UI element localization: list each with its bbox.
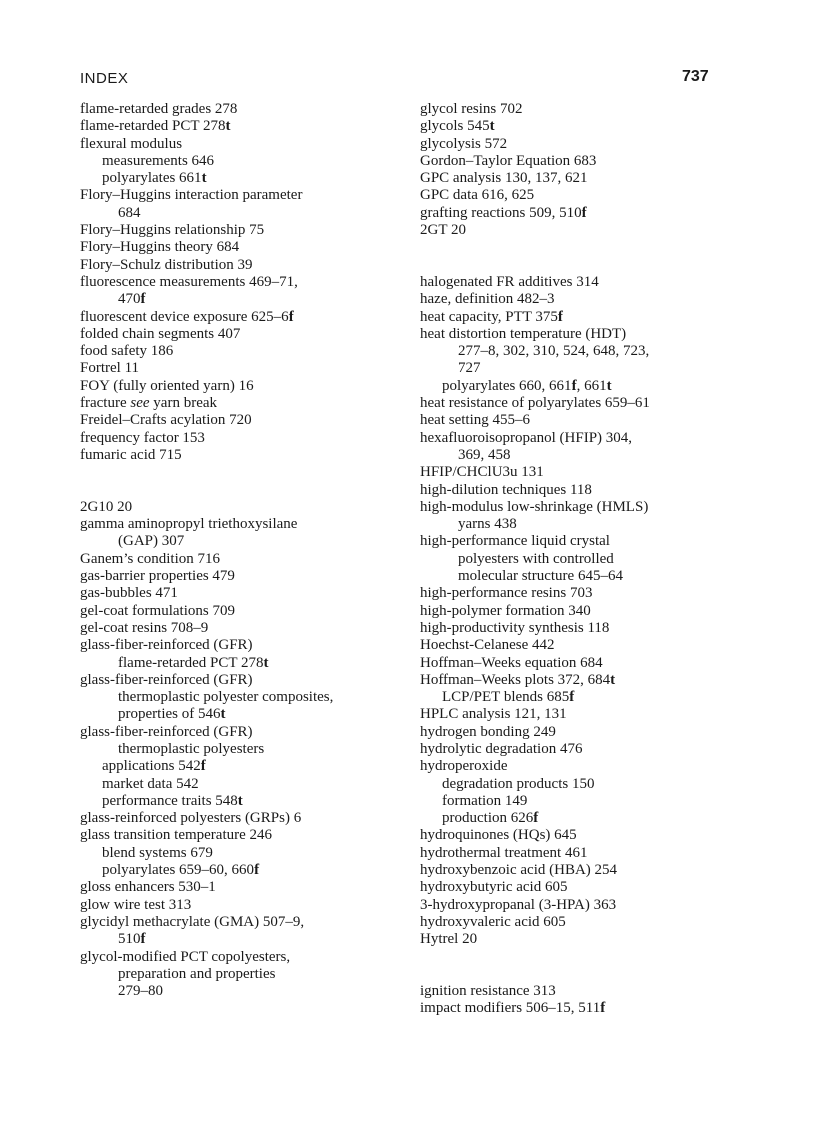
entry-page-suffix: f xyxy=(140,931,146,948)
index-entry xyxy=(420,464,740,481)
entry-page-suffix: t xyxy=(237,792,243,809)
index-entry xyxy=(420,136,740,153)
entry-text: gas-barrier properties 479 xyxy=(80,568,235,585)
index-entry xyxy=(420,983,740,1000)
index-subentry xyxy=(80,741,400,758)
entry-text: Flory–Huggins interaction parameter xyxy=(80,187,303,204)
index-entry xyxy=(420,706,740,723)
entry-text: 2GT 20 xyxy=(420,222,466,239)
entry-text: gel-coat formulations 709 xyxy=(80,602,235,619)
entry-text: high-polymer formation 340 xyxy=(420,602,591,619)
entry-text: heat capacity, PTT 375 xyxy=(420,308,558,325)
index-entry xyxy=(420,309,740,326)
index-subentry xyxy=(420,776,740,793)
entry-text: flame-retarded grades 278 xyxy=(80,101,238,117)
entry-text: HPLC analysis 121, 131 xyxy=(420,706,567,723)
entry-page-suffix: f xyxy=(557,308,563,325)
index-entry xyxy=(80,118,400,135)
entry-text: 2G10 20 xyxy=(80,498,133,515)
index-subentry xyxy=(420,360,740,377)
entry-text: glass-fiber-reinforced (GFR) xyxy=(80,637,253,654)
index-subentry xyxy=(420,447,740,464)
index-subentry xyxy=(420,689,740,706)
index-entry xyxy=(420,482,740,499)
index-entry xyxy=(420,274,740,291)
index-entry xyxy=(80,378,400,395)
entry-page-suffix: f xyxy=(571,377,577,394)
index-entry xyxy=(420,741,740,758)
entry-text: hydrolytic degradation 476 xyxy=(420,740,583,757)
index-subentry xyxy=(80,533,400,550)
index-entry xyxy=(80,187,400,204)
index-entry xyxy=(80,222,400,239)
index-entry xyxy=(420,153,740,170)
entry-text: properties of 546 xyxy=(118,706,221,723)
index-entry xyxy=(420,326,740,343)
entry-text: glycidyl methacrylate (GMA) 507–9, xyxy=(80,913,305,930)
entry-text: glycol-modified PCT copolyesters, xyxy=(80,948,291,965)
entry-text: heat resistance of polyarylates 659–61 xyxy=(420,395,650,412)
entry-text: glass-fiber-reinforced (GFR) xyxy=(80,671,253,688)
entry-text: GPC data 616, 625 xyxy=(420,187,535,204)
index-entry xyxy=(80,568,400,585)
entry-page-suffix: f xyxy=(140,291,146,308)
entry-text: Freidel–Crafts acylation 720 xyxy=(80,412,252,429)
index-entry xyxy=(420,1000,740,1017)
entry-text: flexural modulus xyxy=(80,135,183,152)
entry-text: HFIP/CHClU3u 131 xyxy=(420,464,544,481)
entry-text: 510 xyxy=(118,931,141,948)
entry-text: high-performance resins 703 xyxy=(420,585,593,602)
entry-page-suffix: f xyxy=(288,308,294,325)
page-number: 737 xyxy=(682,68,709,85)
index-entry xyxy=(420,585,740,602)
index-column-right xyxy=(420,101,740,1018)
entry-text: polyarylates 660, 661 xyxy=(442,377,572,394)
entry-page-suffix: t xyxy=(220,706,226,723)
entry-text: LCP/PET blends 685 xyxy=(442,689,570,706)
index-entry xyxy=(80,309,400,326)
entry-text: measurements 646 xyxy=(102,152,215,169)
index-entry xyxy=(420,603,740,620)
entry-text: hydrogen bonding 249 xyxy=(420,723,556,740)
entry-text: 279–80 xyxy=(118,983,163,1000)
entry-text: Hoffman–Weeks equation 684 xyxy=(420,654,603,671)
entry-text: 684 xyxy=(118,204,141,221)
entry-text: high-modulus low-shrinkage (HMLS) xyxy=(420,498,649,515)
index-entry xyxy=(80,516,400,533)
index-entry xyxy=(420,827,740,844)
index-entry xyxy=(420,499,740,516)
entry-text: heat distortion temperature (HDT) xyxy=(420,325,627,342)
entry-text: Flory–Huggins relationship 75 xyxy=(80,222,265,239)
index-entry xyxy=(80,326,400,343)
entry-text: yarns 438 xyxy=(458,516,517,533)
index-subentry xyxy=(80,689,400,706)
entry-text: glycols 545 xyxy=(420,118,490,135)
entry-text: Hoffman–Weeks plots 372, 684 xyxy=(420,671,611,688)
index-entry xyxy=(420,187,740,204)
index-subentry xyxy=(80,153,400,170)
entry-text-continued: yarn break xyxy=(149,395,218,412)
entry-page-suffix: f xyxy=(533,810,539,827)
entry-text: thermoplastic polyester composites, xyxy=(118,689,334,706)
entry-text: flame-retarded PCT 278 xyxy=(118,654,264,671)
index-subentry xyxy=(80,931,400,948)
index-entry xyxy=(420,430,740,447)
entry-page-suffix: t xyxy=(610,671,616,688)
entry-text: market data 542 xyxy=(102,775,199,792)
entry-text: gas-bubbles 471 xyxy=(80,585,178,602)
index-subentry xyxy=(80,655,400,672)
entry-text: hydrothermal treatment 461 xyxy=(420,844,588,861)
entry-page-suffix: f xyxy=(254,862,260,879)
section-gap xyxy=(420,257,740,274)
entry-text: preparation and properties xyxy=(118,965,276,982)
entry-text: molecular structure 645–64 xyxy=(458,568,623,585)
index-subentry xyxy=(420,551,740,568)
index-entry xyxy=(80,395,400,412)
section-gap xyxy=(80,464,400,481)
index-entry xyxy=(80,620,400,637)
entry-text: grafting reactions 509, 510 xyxy=(420,204,582,221)
index-entry xyxy=(420,655,740,672)
entry-text: 470 xyxy=(118,291,141,308)
index-subentry xyxy=(420,516,740,533)
entry-text: hydroxybutyric acid 605 xyxy=(420,879,568,896)
entry-text: heat setting 455–6 xyxy=(420,412,530,429)
index-subentry xyxy=(420,568,740,585)
entry-page-suffix: t xyxy=(263,654,269,671)
index-subentry xyxy=(80,170,400,187)
entry-text: blend systems 679 xyxy=(102,844,213,861)
index-entry xyxy=(80,257,400,274)
entry-text: fumaric acid 715 xyxy=(80,446,182,463)
index-entry xyxy=(420,222,740,239)
entry-text: 727 xyxy=(458,360,481,377)
entry-text: food safety 186 xyxy=(80,343,174,360)
index-entry xyxy=(420,672,740,689)
index-subentry xyxy=(80,983,400,1000)
index-entry xyxy=(80,827,400,844)
entry-text: high-dilution techniques 118 xyxy=(420,481,592,498)
entry-text: FOY (fully oriented yarn) 16 xyxy=(80,377,254,394)
entry-text: glass transition temperature 246 xyxy=(80,827,273,844)
index-entry xyxy=(80,499,400,516)
index-entry xyxy=(420,291,740,308)
entry-text: polyesters with controlled xyxy=(458,550,614,567)
index-entry xyxy=(80,274,400,291)
index-entry xyxy=(80,949,400,966)
entry-page-suffix: f xyxy=(200,758,206,775)
entry-text: GPC analysis 130, 137, 621 xyxy=(420,170,588,187)
entry-text: glycol resins 702 xyxy=(420,101,523,117)
index-entry xyxy=(420,118,740,135)
entry-text: (GAP) 307 xyxy=(118,533,185,550)
index-entry xyxy=(420,637,740,654)
index-entry xyxy=(420,412,740,429)
index-entry xyxy=(420,724,740,741)
index-entry xyxy=(80,343,400,360)
index-subentry xyxy=(80,291,400,308)
index-entry xyxy=(80,136,400,153)
entry-text: degradation products 150 xyxy=(442,775,595,792)
index-entry xyxy=(80,914,400,931)
index-subentry xyxy=(80,776,400,793)
index-entry xyxy=(420,845,740,862)
entry-text: gel-coat resins 708–9 xyxy=(80,619,209,636)
entry-text: haze, definition 482–3 xyxy=(420,291,555,308)
entry-text: applications 542 xyxy=(102,758,201,775)
index-entry xyxy=(420,862,740,879)
index-entry xyxy=(420,931,740,948)
entry-text: hydroxyvaleric acid 605 xyxy=(420,913,566,930)
entry-text: 369, 458 xyxy=(458,446,511,463)
entry-text: hydroperoxide xyxy=(420,758,508,775)
entry-text: hexafluoroisopropanol (HFIP) 304, xyxy=(420,429,633,446)
entry-text: glow wire test 313 xyxy=(80,896,192,913)
index-subentry xyxy=(420,810,740,827)
section-gap xyxy=(420,949,740,966)
index-entry xyxy=(80,810,400,827)
entry-text: fracture xyxy=(80,395,131,412)
entry-text: folded chain segments 407 xyxy=(80,325,241,342)
section-gap xyxy=(420,239,740,256)
entry-page-suffix: t xyxy=(606,377,612,394)
entry-text: flame-retarded PCT 278 xyxy=(80,118,226,135)
entry-text: Flory–Huggins theory 684 xyxy=(80,239,240,256)
entry-page-suffix: t xyxy=(489,118,495,135)
entry-text: 277–8, 302, 310, 524, 648, 723, xyxy=(458,343,650,360)
index-subentry xyxy=(80,862,400,879)
entry-text-continued: , 661 xyxy=(576,377,607,394)
index-entry xyxy=(80,585,400,602)
entry-text: glycolysis 572 xyxy=(420,135,508,152)
entry-text: 3-hydroxypropanal (3-HPA) 363 xyxy=(420,896,617,913)
entry-page-suffix: f xyxy=(581,204,587,221)
entry-text: gloss enhancers 530–1 xyxy=(80,879,216,896)
entry-text: fluorescent device exposure 625–6 xyxy=(80,308,289,325)
index-entry xyxy=(420,879,740,896)
entry-page-suffix: f xyxy=(600,1000,606,1017)
entry-text: Hoechst-Celanese 442 xyxy=(420,637,555,654)
section-gap xyxy=(420,966,740,983)
index-entry xyxy=(80,447,400,464)
index-subentry xyxy=(80,845,400,862)
entry-cross-reference: see xyxy=(130,395,150,412)
entry-page-suffix: t xyxy=(201,170,207,187)
index-entry xyxy=(420,395,740,412)
entry-text: Fortrel 11 xyxy=(80,360,140,377)
index-entry xyxy=(80,101,400,118)
entry-text: ignition resistance 313 xyxy=(420,983,556,1000)
index-subentry xyxy=(80,966,400,983)
index-subentry xyxy=(420,793,740,810)
entry-text: high-performance liquid crystal xyxy=(420,533,610,550)
entry-text: performance traits 548 xyxy=(102,792,238,809)
index-entry xyxy=(80,412,400,429)
index-subentry xyxy=(420,378,740,395)
entry-text: frequency factor 153 xyxy=(80,429,205,446)
entry-text: Hytrel 20 xyxy=(420,931,478,948)
running-header: INDEX xyxy=(80,70,129,87)
index-subentry xyxy=(420,343,740,360)
index-subentry xyxy=(80,205,400,222)
index-entry xyxy=(80,603,400,620)
index-subentry xyxy=(80,706,400,723)
index-entry xyxy=(420,205,740,222)
entry-text: glass-fiber-reinforced (GFR) xyxy=(80,723,253,740)
index-entry xyxy=(420,758,740,775)
index-entry xyxy=(80,551,400,568)
index-entry xyxy=(420,170,740,187)
index-subentry xyxy=(80,793,400,810)
index-entry xyxy=(420,101,740,118)
entry-page-suffix: t xyxy=(225,118,231,135)
entry-text: Ganem’s condition 716 xyxy=(80,550,220,567)
index-entry xyxy=(420,620,740,637)
entry-text: high-productivity synthesis 118 xyxy=(420,619,610,636)
entry-text: formation 149 xyxy=(442,792,528,809)
index-entry xyxy=(80,672,400,689)
entry-text: impact modifiers 506–15, 511 xyxy=(420,1000,601,1017)
entry-page-suffix: f xyxy=(569,689,575,706)
index-column-left xyxy=(80,101,400,1000)
entry-text: polyarylates 659–60, 660 xyxy=(102,862,255,879)
index-entry xyxy=(80,239,400,256)
entry-text: gamma aminopropyl triethoxysilane xyxy=(80,516,298,533)
index-entry xyxy=(80,430,400,447)
index-entry xyxy=(420,533,740,550)
entry-text: glass-reinforced polyesters (GRPs) 6 xyxy=(80,810,302,827)
entry-text: hydroxybenzoic acid (HBA) 254 xyxy=(420,862,618,879)
entry-text: production 626 xyxy=(442,810,534,827)
section-gap xyxy=(80,482,400,499)
index-entry xyxy=(420,897,740,914)
index-entry xyxy=(80,724,400,741)
index-subentry xyxy=(80,758,400,775)
entry-text: thermoplastic polyesters xyxy=(118,740,265,757)
entry-text: halogenated FR additives 314 xyxy=(420,273,599,290)
entry-text: polyarylates 661 xyxy=(102,170,202,187)
entry-text: fluorescence measurements 469–71, xyxy=(80,273,298,290)
index-entry xyxy=(80,360,400,377)
entry-text: Gordon–Taylor Equation 683 xyxy=(420,152,597,169)
entry-text: hydroquinones (HQs) 645 xyxy=(420,827,577,844)
entry-text: Flory–Schulz distribution 39 xyxy=(80,256,253,273)
index-entry xyxy=(80,897,400,914)
index-entry xyxy=(80,637,400,654)
index-entry xyxy=(80,879,400,896)
index-entry xyxy=(420,914,740,931)
